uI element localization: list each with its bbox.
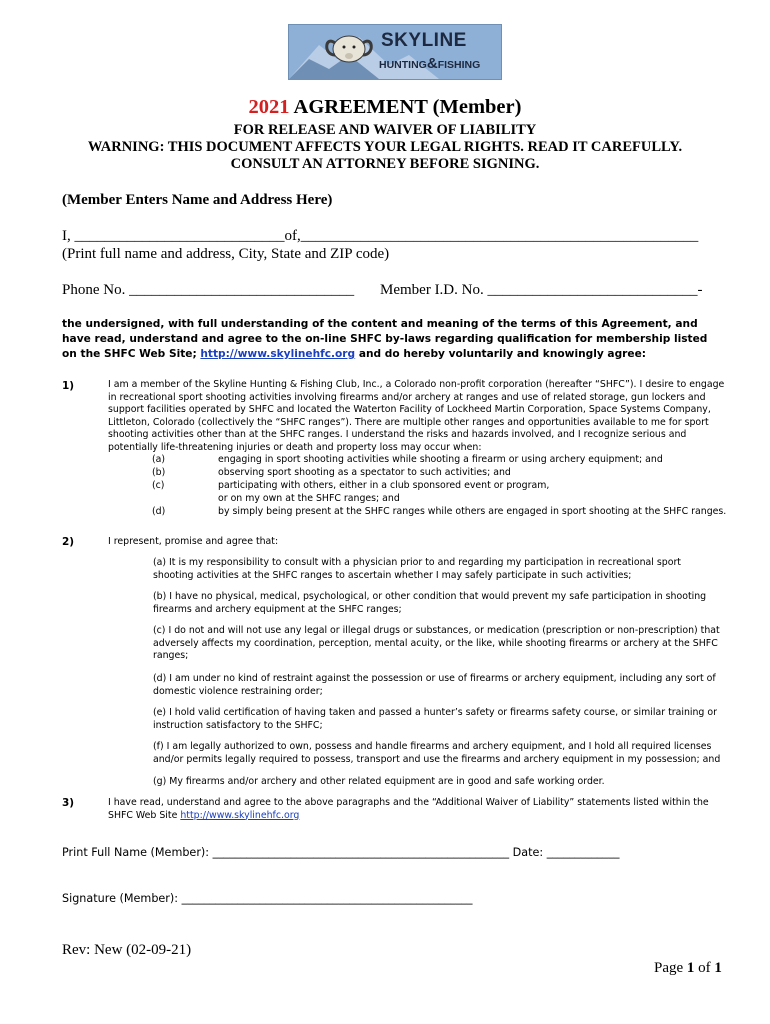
- section-2-intro: I represent, promise and agree that:: [108, 536, 279, 547]
- signature-field[interactable]: Signature (Member): ____________________________________________________: [62, 892, 473, 905]
- section-number-2: 2): [62, 536, 75, 548]
- section-3-text: I have read, understand and agree to the above paragraphs and the “Additional Waiver of Liability” statements listed within the SHFC Web Site http://www.skylinehfc.org: [108, 797, 709, 821]
- title-text: AGREEMENT (Member): [289, 96, 522, 118]
- document-title: [0, 96, 770, 119]
- representation-b: (b) I have no physical, medical, psychological, or other condition that would prevent my safe participation in shooting firearms and archery equipment at the SHFC ranges;: [153, 591, 707, 615]
- risk-list: (a) engaging in sport shooting activities while shooting a firearm or using archery equipment; and (b) observing sport shooting as a spectator to such activities; and (c) participating with others, either in a club sponsored event or program, or on my own at the SHFC ranges; and (d) by simply being present at the SHFC ranges while others are engaged in sport shooting at the SHFC ranges.: [152, 454, 727, 517]
- section-number-3: 3): [62, 797, 75, 809]
- header-line-1: FOR RELEASE AND WAIVER OF LIABILITY: [233, 122, 537, 138]
- section-number-1: 1): [62, 380, 75, 392]
- club-logo: [288, 24, 502, 80]
- phone-field[interactable]: Phone No. ______________________________: [62, 282, 355, 298]
- agreement-intro: the undersigned, with full understanding of the content and meaning of the terms of this Agreement, and have read, understand and agree to the on-line SHFC by-laws regarding qualification for membership listed on the SHFC Web Site; http://www.skylinehfc.org and do hereby voluntarily and knowingly agree:: [62, 318, 708, 360]
- logo-title: SKYLINE: [381, 30, 467, 51]
- member-enters-heading: (Member Enters Name and Address Here): [62, 192, 333, 208]
- member-id-field[interactable]: Member I.D. No. ____________________________-: [380, 282, 703, 298]
- header-line-3: CONSULT AN ATTORNEY BEFORE SIGNING.: [230, 156, 540, 172]
- header-warning: WARNING: THIS DOCUMENT AFFECTS YOUR LEGAL RIGHTS. READ IT CAREFULLY.: [87, 139, 683, 155]
- logo-subtitle: HUNTING&FISHING: [379, 55, 481, 72]
- name-address-field[interactable]: I, ____________________________of,_____________________________________________________: [62, 228, 699, 244]
- section-1-text: I am a member of the Skyline Hunting & Fishing Club, Inc., a Colorado non-profit corporation (hereafter “SHFC”). I desire to engage in recreational sport shooting activities involving firearms and/or archery at ranges and use of related storage, gun lockers and support facilities operated by SHFC and located the Waterton Facility of Lockheed Martin Corporation, Space Systems Company, Littleton, Colorado (collectively the “SHFC ranges”). There are multiple other ranges and opportunities available to me for sport shooting activities other than at the SHFC ranges. I understand the risks and hazards involved, and I recognize serious and potentially life-threatening injuries or death and property loss may occur when: (a) engaging in sport shooting activities while shooting a firearm or using archery equipment; and (b) observing sport shooting as a spectator to such activities; and (c) participating with others, either in a club sponsored event or program, or on my own at the SHFC ranges; and (d) by simply being present at the SHFC ranges while others are engaged in sport shooting at the SHFC ranges.: [108, 379, 726, 524]
- title-year: 2021: [248, 96, 290, 118]
- print-name-date-field[interactable]: Print Full Name (Member): _____________________________________________________ Date: _____________: [62, 846, 620, 859]
- page-number: Page 1 of 1: [654, 960, 722, 976]
- representation-a: (a) It is my responsibility to consult with a physician prior to and regarding my participation in recreational sport shooting activities at the SHFC ranges to ascertain whether I may safely participate in such activities;: [153, 557, 681, 581]
- representation-f: (f) I am legally authorized to own, possess and handle firearms and archery equipment, and I hold all required licenses and/or permits legally required to possess, transport and use the firearms and archery equipment in my possession; and: [153, 741, 721, 765]
- website-link[interactable]: http://www.skylinehfc.org: [180, 809, 300, 821]
- revision-label: Rev: New (02-09-21): [62, 942, 192, 958]
- representation-d: (d) I am under no kind of restraint against the possession or use of firearms or archery equipment, including any sort of domestic violence restraining order;: [153, 673, 716, 697]
- representation-e: (e) I hold valid certification of having taken and passed a hunter’s safety or firearms safety course, or similar training or instruction satisfactory to the SHFC;: [153, 707, 717, 731]
- representation-g: (g) My firearms and/or archery and other related equipment are in good and safe working order.: [153, 776, 605, 787]
- name-address-hint: (Print full name and address, City, State and ZIP code): [62, 246, 390, 262]
- website-link[interactable]: http://www.skylinehfc.org: [200, 348, 356, 360]
- representation-c: (c) I do not and will not use any legal or illegal drugs or substances, or medication (prescription or non-prescription) that adversely affects my coordination, perception, mental acuity, or the like, while shooting firearms or archery at the SHFC ranges;: [153, 625, 720, 661]
